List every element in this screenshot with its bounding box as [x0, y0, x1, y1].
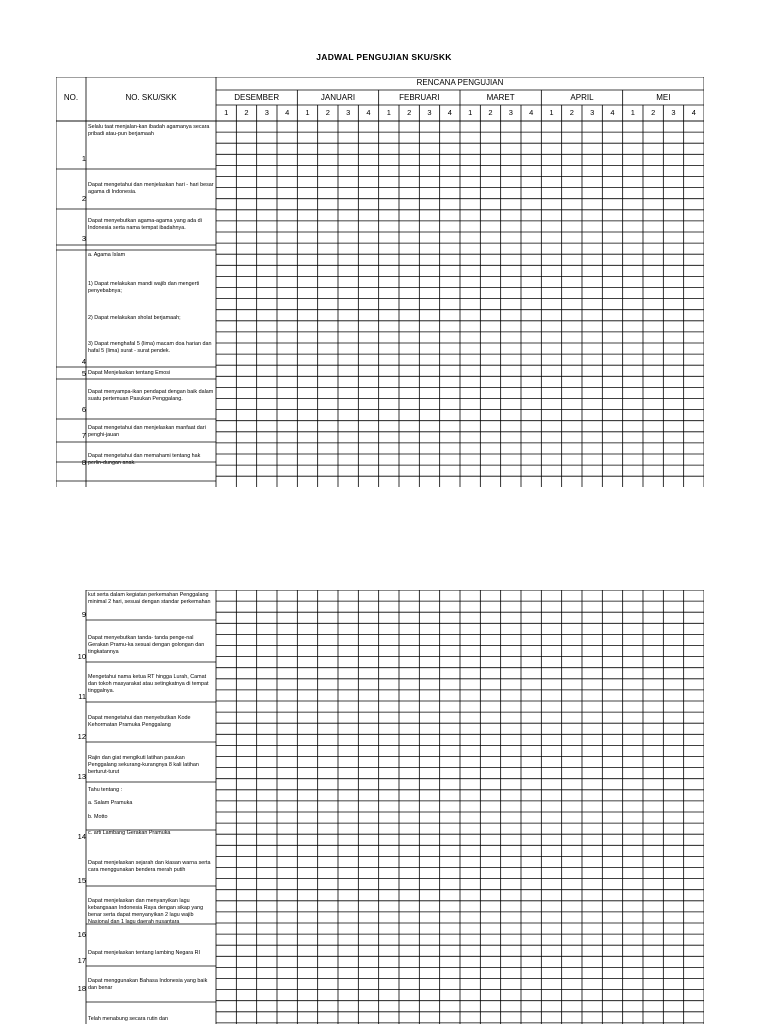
row-text: 2) Dapat melakukan sholat berjamaah;	[88, 315, 181, 321]
row-number: 18	[77, 984, 86, 993]
week-header: 3	[590, 108, 595, 117]
row-text: Dapat menjelaskan tentang lambing Negara RI	[88, 950, 201, 956]
week-header: 1	[386, 108, 391, 117]
row-text: Selalu taat menjalan-kan ibadah agamanya secara pribadi atau-pun berjamaah	[88, 124, 210, 137]
week-header: 3	[346, 108, 351, 117]
schedule-table-page-2	[56, 590, 704, 1024]
row-number: 10	[77, 652, 86, 661]
week-header: 4	[285, 108, 290, 117]
row-text: Dapat menyebutkan tanda- tanda penge-nal Gerakan Pramu-ka sesuai dengan golongan dan tingkatannya	[88, 635, 205, 655]
row-number: 15	[77, 876, 86, 885]
row-number: 4	[81, 357, 86, 366]
month-header: DESEMBER	[234, 93, 280, 102]
row-text: Tahu tentang :	[88, 787, 123, 793]
row-number: 9	[81, 610, 86, 619]
row-number: 8	[81, 458, 86, 467]
row-text: Dapat mengetahui dan memahami tentang hak perlin-dungan anak.	[88, 453, 201, 466]
row-text: Dapat menyebutkan agama-agama yang ada di Indonesia serta nama tempat ibadahnya.	[88, 218, 202, 231]
week-header: 1	[549, 108, 554, 117]
row-number: 5	[81, 369, 86, 378]
week-header: 1	[630, 108, 635, 117]
row-number: 13	[77, 772, 86, 781]
week-header: 4	[691, 108, 696, 117]
row-text: Dapat menjelaskan sejarah dan kiasan warna serta cara menggunakan bendera merah putih	[88, 860, 211, 873]
week-header: 4	[366, 108, 371, 117]
month-header: FEBRUARI	[399, 93, 440, 102]
week-header: 2	[488, 108, 493, 117]
month-header: APRIL	[570, 93, 594, 102]
row-number: 11	[78, 692, 86, 701]
week-header: 2	[651, 108, 656, 117]
row-text: Dapat mengetahui dan menyebutkan Kode Kehormatan Pramuka Penggalang	[88, 715, 191, 728]
row-text: Dapat menjelaskan dan menyanyikan lagu kebangsaan Indonesia Raya dengan sikap yang benar serta dapat menyanyikan 2 lagu wajib Nasional dan 1 lagu daerah nusantara	[88, 898, 204, 925]
week-header: 3	[508, 108, 513, 117]
row-text: Dapat Menjelaskan tentang Emosi	[88, 370, 171, 376]
row-text: b. Motto	[88, 814, 108, 820]
row-number: 16	[77, 930, 86, 939]
row-text: Dapat menggunakan Bahasa Indonesia yang baik dan benar	[88, 978, 208, 991]
week-header: 2	[244, 108, 249, 117]
header-sku: NO. SKU/SKK	[125, 93, 177, 102]
month-header: MARET	[486, 93, 515, 102]
week-header: 3	[427, 108, 432, 117]
page-title: JADWAL PENGUJIAN SKU/SKK	[316, 52, 452, 62]
week-header: 2	[407, 108, 412, 117]
week-header: 3	[264, 108, 269, 117]
row-number: 14	[77, 832, 86, 841]
week-header: 2	[325, 108, 330, 117]
row-text: 1) Dapat melakukan mandi wajib dan mengerti penyebabnya;	[88, 281, 200, 294]
row-number: 2	[81, 194, 86, 203]
week-header: 3	[671, 108, 676, 117]
week-header: 2	[569, 108, 574, 117]
header-no: NO.	[63, 93, 79, 102]
week-header: 1	[305, 108, 310, 117]
row-number: 6	[81, 405, 86, 414]
row-text: Mengetahui nama ketua RT hingga Lurah, Camat dan tokoh masyarakat atau setingkatnya di tempat tinggalnya.	[88, 674, 209, 694]
row-text: Dapat menyampa-ikan pendapat dengan baik dalam suatu pertemuan Pasukan Penggalang.	[88, 389, 214, 402]
row-text: Rajin dan giat mengikuti latihan pasukan Penggalang sekurang-kurangnya 8 kali latihan berturut-turut	[88, 755, 199, 775]
week-header: 1	[468, 108, 473, 117]
row-text: c. arti Lambang Gerakan Pramuka	[88, 830, 171, 836]
week-header: 1	[224, 108, 229, 117]
month-header: MEI	[656, 93, 671, 102]
row-text: Dapat mengetahui dan menjelaskan hari - hari besar agama di Indonesia.	[88, 182, 214, 195]
schedule-table-page-1	[56, 77, 704, 487]
week-header: 4	[610, 108, 615, 117]
week-header: 4	[447, 108, 452, 117]
row-number: 17	[77, 956, 86, 965]
row-text: Dapat mengetahui dan menjelaskan manfaat dari penghi-jauan	[88, 425, 206, 438]
header-plan: RENCANA PENGUJIAN	[416, 78, 504, 87]
row-number: 3	[81, 234, 86, 243]
row-text: kut serta dalam kegiatan perkemahan Penggalang minimal 2 hari, sesuai dengan standar perkemahan	[88, 592, 211, 605]
row-text: Telah menabung secara rutin dan	[88, 1016, 169, 1022]
week-header: 4	[529, 108, 534, 117]
row-text: a. Agama Islam	[88, 252, 126, 258]
row-number: 12	[77, 732, 86, 741]
month-header: JANUARI	[320, 93, 356, 102]
row-text: 3) Dapat menghafal 5 (lima) macam doa harian dan hafal 5 (lima) surat - surat pendek.	[88, 341, 212, 354]
row-text: a. Salam Pramuka	[88, 800, 133, 806]
row-number: 1	[81, 154, 86, 163]
row-number: 7	[81, 431, 86, 440]
